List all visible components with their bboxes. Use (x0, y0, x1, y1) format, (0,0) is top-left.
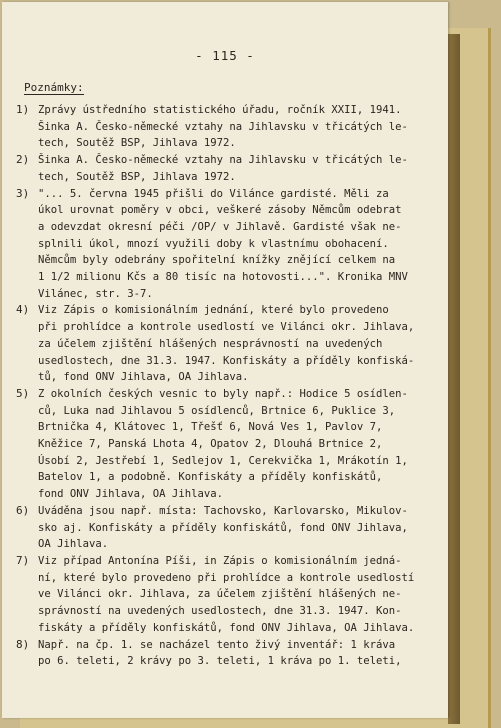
note-line: Němcům byly odebrány spořitelní knížky znějící celkem na (38, 254, 396, 267)
note-line: Úsobí 2, Jestřebí 1, Sedlejov 1, Cerekvička 1, Mrákotín 1, (38, 454, 408, 467)
page-number: - 115 - (195, 48, 255, 63)
note-item (2, 302, 448, 386)
note-number: 7) (16, 553, 30, 567)
note-line: za účelem zjištění hlášených nesprávností na uvedených (38, 337, 383, 350)
note-line: při prohlídce a kontrole usedlostí ve Vilánci okr. Jihlava, (38, 321, 415, 334)
document-page (2, 2, 448, 718)
note-line: úkol urovnat poměry v obci, veškeré zásoby Němcům odebrat (38, 204, 402, 217)
note-line: ní, které bylo provedeno při prohlídce a kontrole usedlostí (38, 571, 415, 584)
note-line: Uváděna jsou např. místa: Tachovsko, Karlovarsko, Mikulov- (38, 504, 408, 517)
note-number: 6) (16, 503, 30, 517)
note-line: splnili úkol, mnozí využili doby k vlastnímu obohacení. (38, 237, 389, 250)
note-line: fiskáty a příděly konfiskátů, fond ONV Jihlava, OA Jihlava. (38, 621, 415, 634)
note-line: tech, Soutěž BSP, Jihlava 1972. (38, 170, 236, 183)
note-number: 4) (16, 303, 30, 317)
note-line: po 6. teleti, 2 krávy po 3. teleti, 1 kráva po 1. teleti, (38, 655, 402, 668)
book-cover-edge (448, 34, 460, 724)
note-line: 1 1/2 milionu Kčs a 80 tisíc na hotovosti...". Kronika MNV (38, 271, 408, 284)
note-number: 3) (16, 186, 30, 200)
note-number: 2) (16, 153, 30, 167)
note-item (2, 386, 448, 503)
note-number: 8) (16, 637, 30, 651)
note-item (2, 152, 448, 185)
notes-heading: Poznámky: (24, 81, 84, 94)
note-number: 5) (16, 386, 30, 400)
note-line: ců, Luka nad Jihlavou 5 osídlenců, Brtnice 6, Puklice 3, (38, 404, 396, 417)
note-item (2, 102, 448, 152)
note-item (2, 186, 448, 303)
note-line: Kněžice 7, Panská Lhota 4, Opatov 2, Dlouhá Brtnice 2, (38, 438, 383, 451)
note-line: Batelov 1, a podobně. Konfiskáty a příděly konfiskátů, (38, 471, 383, 484)
note-line: Brtnička 4, Klátovec 1, Třešť 6, Nová Ves 1, Pavlov 7, (38, 421, 383, 434)
note-line: tech, Soutěž BSP, Jihlava 1972. (38, 137, 236, 150)
note-number: 1) (16, 103, 30, 116)
note-line: OA Jihlava. (38, 538, 109, 551)
note-line: tů, fond ONV Jihlava, OA Jihlava. (38, 371, 249, 384)
note-line: Šinka A. Česko-německé vztahy na Jihlavsku v třicátých le- (38, 154, 408, 167)
note-line: Šinka A. Česko-německé vztahy na Jihlavsku v třicátých le- (38, 120, 408, 133)
notes-list (2, 102, 448, 670)
note-line: sko aj. Konfiskáty a příděly konfiskátů, fond ONV Jihlava, (38, 521, 408, 534)
note-item (2, 503, 448, 553)
note-line: Viz případ Antonína Píši, in Zápis o komisionálním jedná- (38, 554, 402, 567)
note-item (2, 553, 448, 637)
note-line: "... 5. června 1945 přišli do Vilánce gardisté. Měli za (38, 187, 389, 200)
note-line: ve Vilánci okr. Jihlava, za účelem zjištění hlášených ne- (38, 588, 402, 601)
note-line: správností na uvedených usedlostech, dne 31.3. 1947. Kon- (38, 605, 402, 618)
note-line: Zprávy ústředního statistického úřadu, ročník XXII, 1941. (38, 104, 402, 116)
note-line: a odevzdat okresní péči /OP/ v Jihlavě. Gardisté však ne- (38, 220, 402, 233)
note-line: Z okolních českých vesnic to byly např.: Hodice 5 osídlen- (38, 387, 408, 400)
note-line: Např. na čp. 1. se nacházel tento živý inventář: 1 kráva (38, 638, 396, 651)
note-line: usedlostech, dne 31.3. 1947. Konfiskáty a příděly konfiská- (38, 354, 415, 367)
note-line: Vilánec, str. 3-7. (38, 287, 153, 300)
note-line: Viz Zápis o komisionálním jednání, které bylo provedeno (38, 304, 389, 317)
note-line: fond ONV Jihlava, OA Jihlava. (38, 488, 223, 501)
note-item (2, 637, 448, 670)
